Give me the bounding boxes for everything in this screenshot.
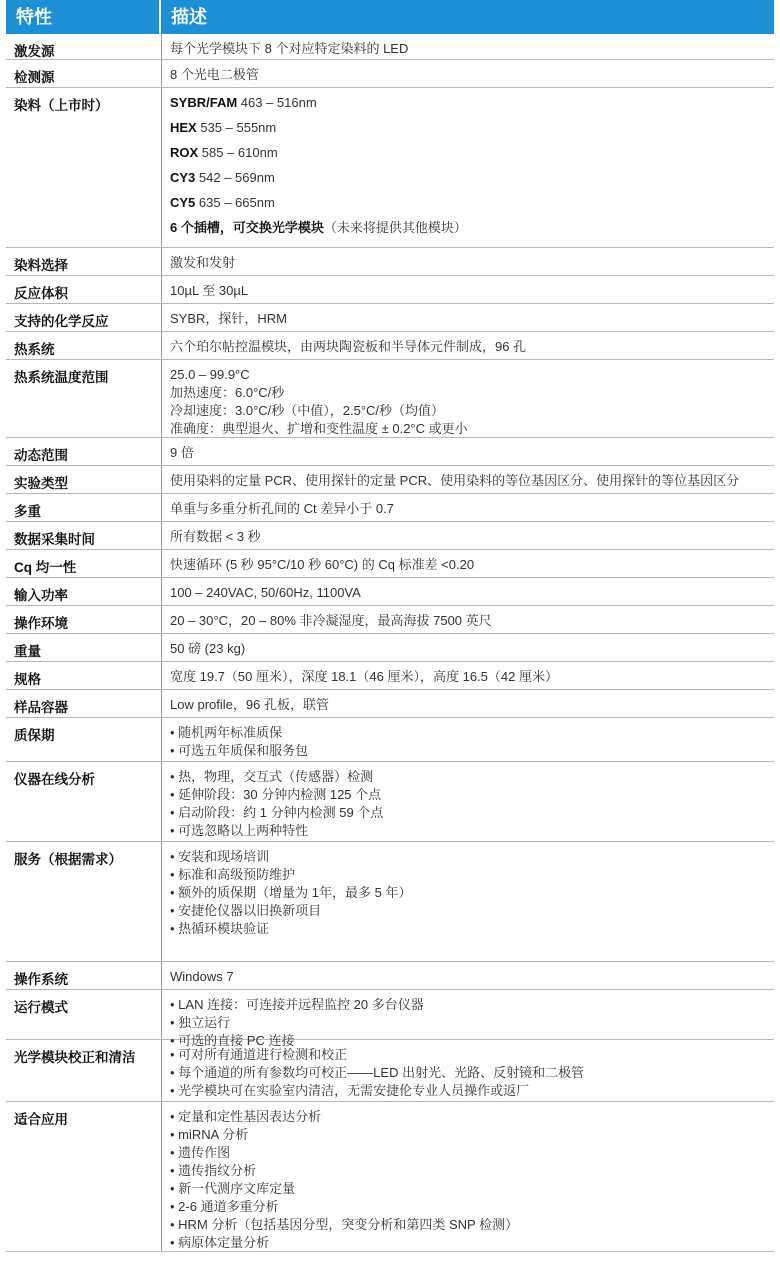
feature-description: [161, 634, 774, 661]
header-feature: 特性: [6, 0, 161, 34]
feature-description: [161, 332, 774, 359]
table-row: [6, 634, 774, 662]
description-line: • 2-6 通道多重分析: [170, 1199, 279, 1214]
description-line: • 延伸阶段：30 分钟内检测 125 个点: [170, 787, 382, 802]
table-row: [6, 438, 774, 466]
feature-label: 支持的化学反应: [14, 314, 109, 329]
table-row: [6, 662, 774, 690]
feature-description: [161, 842, 774, 961]
feature-label: 仪器在线分析: [14, 772, 95, 787]
feature-description: [161, 522, 774, 549]
table-row: [6, 88, 774, 248]
description-line: • HRM 分析（包括基因分型，突变分析和第四类 SNP 检测）: [170, 1217, 519, 1232]
feature-description: [161, 88, 774, 247]
description-line: 50 磅 (23 kg): [170, 641, 246, 656]
table-header: [6, 0, 774, 34]
feature-description: [161, 550, 774, 577]
dye-range: 542 – 569nm: [195, 170, 275, 185]
feature-description: [161, 762, 774, 841]
dye-name: ROX: [170, 145, 199, 160]
description-line: • 独立运行: [170, 1015, 231, 1030]
table-row: [6, 276, 774, 304]
dye-line: [170, 169, 774, 187]
table-row: [6, 522, 774, 550]
table-row: [6, 606, 774, 634]
table-row: [6, 304, 774, 332]
dye-range: 585 – 610nm: [198, 145, 278, 160]
table-row: [6, 494, 774, 522]
table-row: [6, 34, 774, 60]
feature-description: [161, 718, 774, 761]
dye-range: 463 – 516nm: [237, 95, 317, 110]
description-line: 使用染料的定量 PCR、使用探针的定量 PCR、使用染料的等位基因区分、使用探针的等位基因区分: [170, 473, 740, 488]
feature-label: 热系统温度范围: [14, 370, 109, 385]
table-row: [6, 550, 774, 578]
feature-description: [161, 466, 774, 493]
feature-label: 激发源: [14, 44, 55, 59]
description-line: • LAN 连接：可连接并远程监控 20 多台仪器: [170, 997, 424, 1012]
description-line: • 定量和定性基因表达分析: [170, 1109, 322, 1124]
table-row: [6, 842, 774, 962]
feature-label: 实验类型: [14, 476, 68, 491]
description-line: 冷却速度：3.0°C/秒（中值），2.5°C/秒（均值）: [170, 403, 445, 418]
feature-label: 反应体积: [14, 286, 68, 301]
feature-description: [161, 360, 774, 437]
dye-line: [170, 144, 774, 162]
table-row: [6, 690, 774, 718]
description-line: • 可选五年质保和服务包: [170, 743, 309, 758]
feature-label: 运行模式: [14, 1000, 68, 1015]
table-row: [6, 360, 774, 438]
feature-label: 检测源: [14, 70, 55, 85]
description-line: 9 倍: [170, 445, 194, 460]
description-line: • 热，物理，交互式（传感器）检测: [170, 769, 374, 784]
feature-label: 热系统: [14, 342, 55, 357]
description-line: • miRNA 分析: [170, 1127, 249, 1142]
header-description: 描述: [171, 7, 207, 27]
feature-description: [161, 248, 774, 275]
description-line: 加热速度：6.0°C/秒: [170, 385, 285, 400]
description-line: Windows 7: [170, 969, 234, 984]
feature-description: [161, 990, 774, 1048]
table-row: [6, 248, 774, 276]
table-row: [6, 990, 774, 1048]
dye-name: CY5: [170, 195, 196, 210]
description-line: • 病原体定量分析: [170, 1235, 270, 1250]
dye-line: [170, 194, 774, 212]
feature-label: 质保期: [14, 728, 55, 743]
description-line: 每个光学模块下 8 个对应特定染料的 LED: [170, 41, 409, 56]
description-line: • 每个通道的所有参数均可校正——LED 出射光、光路、反射镜和二极管: [170, 1065, 585, 1080]
description-line: • 安装和现场培训: [170, 849, 270, 864]
description-line: • 安捷伦仪器以旧换新项目: [170, 903, 322, 918]
description-line: 快速循环 (5 秒 95°C/10 秒 60°C) 的 Cq 标准差 <0.20: [170, 557, 475, 572]
description-line: 单重与多重分析孔间的 Ct 差异小于 0.7: [170, 501, 394, 516]
description-line: • 光学模块可在实验室内清洁，无需安捷伦专业人员操作或返厂: [170, 1083, 530, 1098]
description-line: 20 – 30°C，20 – 80% 非冷凝湿度，最高海拔 7500 英尺: [170, 613, 492, 628]
description-line: 准确度：典型退火、扩增和变性温度 ± 0.2°C 或更小: [170, 421, 468, 436]
table-row: [6, 762, 774, 842]
dye-line: [170, 119, 774, 137]
feature-description: [161, 1040, 774, 1101]
description-line: SYBR，探针，HRM: [170, 311, 288, 326]
feature-description: [161, 662, 774, 689]
table-row: [6, 718, 774, 762]
description-line: 六个珀尔帖控温模块，由两块陶瓷板和半导体元件制成，96 孔: [170, 339, 527, 354]
feature-label: 规格: [14, 672, 41, 687]
feature-description: [161, 276, 774, 303]
feature-label: 动态范围: [14, 448, 68, 463]
feature-label: 适合应用: [14, 1112, 68, 1127]
table-row: [6, 60, 774, 88]
table-row: [6, 578, 774, 606]
description-line: 10µL 至 30µL: [170, 283, 249, 298]
table-row: [6, 332, 774, 360]
description-line: 宽度 19.7（50 厘米），深度 18.1（46 厘米），高度 16.5（42 厘米）: [170, 669, 558, 684]
spec-table: [6, 0, 774, 1252]
description-line: 8 个光电二极管: [170, 67, 259, 82]
table-row: [6, 466, 774, 494]
description-line: • 新一代测序文库定量: [170, 1181, 296, 1196]
description-line: 25.0 – 99.9°C: [170, 367, 250, 382]
feature-label: 染料（上市时）: [14, 98, 109, 113]
feature-label: 操作系统: [14, 972, 68, 987]
description-line: • 启动阶段：约 1 分钟内检测 59 个点: [170, 805, 384, 820]
dye-range: 535 – 555nm: [196, 120, 277, 135]
feature-label: 操作环境: [14, 616, 68, 631]
table-row: [6, 962, 774, 990]
dye-name: HEX: [170, 120, 197, 135]
description-line: • 热循环模块验证: [170, 921, 270, 936]
feature-description: [161, 304, 774, 331]
feature-description: [161, 962, 774, 989]
feature-description: [161, 494, 774, 521]
feature-description: [161, 578, 774, 605]
dye-range: 635 – 665nm: [195, 195, 275, 210]
dye-name: CY3: [170, 170, 196, 185]
description-line: • 随机两年标准质保: [170, 725, 283, 740]
dye-line: [170, 94, 774, 112]
feature-description: [161, 34, 774, 59]
feature-label: 样品容器: [14, 700, 68, 715]
slot-line: [170, 219, 774, 237]
slot-bold: 6 个插槽，可交换光学模块: [170, 220, 324, 235]
description-line: • 可选忽略以上两种特性: [170, 823, 309, 838]
description-line: • 标准和高级预防维护: [170, 867, 296, 882]
feature-label: 光学模块校正和清洁: [14, 1050, 136, 1065]
feature-description: [161, 690, 774, 717]
table-row: [6, 1102, 774, 1252]
feature-description: [161, 60, 774, 87]
description-line: • 遗传作图: [170, 1145, 231, 1160]
description-line: 所有数据 < 3 秒: [170, 529, 261, 544]
feature-label: 输入功率: [14, 588, 68, 603]
description-line: • 可对所有通道进行检测和校正: [170, 1047, 348, 1062]
dye-name: SYBR/FAM: [170, 95, 238, 110]
feature-label: 重量: [14, 644, 41, 659]
table-body: [6, 34, 774, 1252]
feature-label: Cq 均一性: [14, 560, 77, 575]
feature-description: [161, 438, 774, 465]
description-line: • 额外的质保期（增量为 1年，最多 5 年）: [170, 885, 412, 900]
table-row: [6, 1040, 774, 1102]
feature-label: 多重: [14, 504, 41, 519]
description-line: 激发和发射: [170, 255, 236, 270]
feature-description: [161, 606, 774, 633]
description-line: Low profile，96 孔板，联管: [170, 697, 329, 712]
description-line: • 遗传指纹分析: [170, 1163, 257, 1178]
description-line: • 可选的直接 PC 连接: [170, 1033, 295, 1048]
slot-note: （未来将提供其他模块）: [323, 220, 467, 235]
description-line: 100 – 240VAC, 50/60Hz, 1100VA: [170, 585, 361, 600]
feature-description: [161, 1102, 774, 1251]
feature-label: 数据采集时间: [14, 532, 95, 547]
feature-label: 服务（根据需求）: [14, 852, 122, 867]
feature-label: 染料选择: [14, 258, 68, 273]
